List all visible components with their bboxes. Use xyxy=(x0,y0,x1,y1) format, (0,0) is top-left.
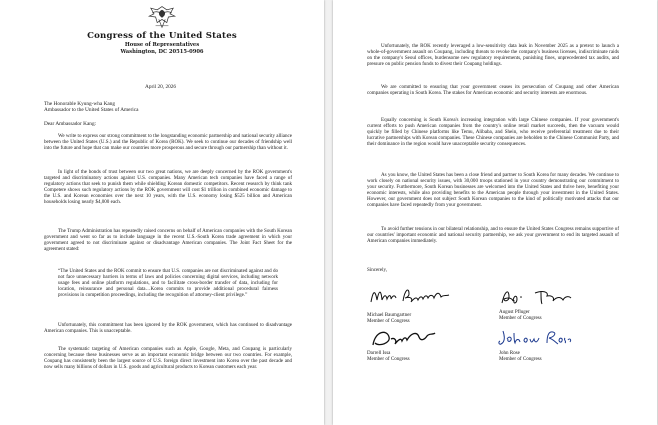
signer-block xyxy=(367,312,411,324)
signer-block xyxy=(499,350,542,362)
signer-title: Member of Congress xyxy=(499,356,542,363)
signature-baumgartner xyxy=(369,285,451,307)
signer-title: Member of Congress xyxy=(367,356,410,363)
signer-name: Darrell Issa xyxy=(367,350,391,356)
body-paragraph: Unfortunately, this commitment has been ignored by the ROK government, which has continued to disadvantage American companies. This is unacceptable. xyxy=(44,322,292,334)
body-paragraph: In light of the bonds of trust between our two great nations, we are deeply concerned by the ROK government's targeted and discriminatory actions against U.S. companies. Many American tech companies have faced a range of regulatory actions that seek to punish them while shielding Korean domestic competitors. Recent research by think tank Competere shows such regulatory actions by the ROK government will cost $1 trillion in combined economic damage to the U.S. and Korean economies over the next 10 years, with the U.S. economy losing $525 billion and American households losing nearly $4,000 each. xyxy=(44,169,292,205)
letter-page-1 xyxy=(0,0,324,425)
letterhead-house: House of Representatives xyxy=(124,42,200,48)
recipient-title: Ambassador to the United States of America xyxy=(44,107,139,114)
signature-rose xyxy=(497,327,573,347)
letterhead-title: Congress of the United States xyxy=(87,31,237,41)
closing: Sincerely, xyxy=(367,267,387,273)
body-paragraph: As you know, the United States has been a close friend and partner to South Korea for many decades. We continue to work closely on national security issues, with 30,000 troops stationed in your country demonstrating our commitment to your security. Furthermore, South Korean businesses are welcomed into the United States and thrive here, benefiting your economic interests, while also providing benefits to the American people through your investment in the United States. However, our government does not subject South Korean companies to the kind of politically motivated attacks that our companies have faced repeatedly from your government. xyxy=(367,172,619,208)
signer-title: Member of Congress xyxy=(499,315,542,322)
salutation: Dear Ambassador Kang: xyxy=(44,121,97,127)
body-paragraph: The Trump Administration has repeatedly raised concerns on behalf of American companies with the South Korean government and went so far as to include language in the recent U.S.-South Korea trade agreement in which your government agreed to not discriminate against or disadvantage American companies. The Joint Fact Sheet for the agreement stated: xyxy=(44,228,292,252)
signer-name: August Pfluger xyxy=(499,309,530,315)
signer-name: Michael Baumgartner xyxy=(367,312,412,318)
house-seal-icon xyxy=(146,3,178,31)
body-paragraph: Equally concerning is South Korea's increasing integration with large Chinese companies. If your government's current efforts to push American companies from the country's online retail market succeeds, then the vacuum would quickly be filled by Chinese platforms like Temu, Alibaba, and Shein, who receive preferential treatment due to their lucrative partnerships with Korean companies. These Chinese companies are beholden to the Chinese Communist Party, and their dominance in the region would have unacceptable security consequences. xyxy=(367,117,619,147)
quoted-paragraph: “The United States and the ROK commit to ensure that U.S. companies are not discriminated against and do not face unnecessary barriers in terms of laws and policies concerning digital services, including network usage fees and online platform regulations, and to facilitate cross-border transfer of data, including for location, reinsurance and personal data…Korea commits to provide additional procedural fairness provisions in competition proceedings, including the recognition of attorney-client privilege.” xyxy=(58,268,278,298)
body-paragraph: The systematic targeting of American companies such as Apple, Google, Meta, and Coupang is particularly concerning because these businesses serve as an important economic bridge between our two countries. For example, Coupang has consistently been the largest source of U.S. foreign direct investment into Korea over the past decade and now sells many billions of dollars in U.S. goods and agricultural products to Korean customers each year. xyxy=(44,346,292,370)
signature-pfluger xyxy=(499,287,575,307)
body-paragraph: To avoid further tensions in our bilateral relationship, and to ensure the United States Congress remains supportive of our countries' important economic and national security partnership, we ask your government to end its targeted assault of American companies immediately. xyxy=(367,226,619,244)
recipient-name: The Honorable Kyung-wha Kang xyxy=(44,101,116,107)
letterhead-city: Washington, DC 20515-0906 xyxy=(120,48,204,55)
recipient-block xyxy=(44,101,138,113)
signer-name: John Rose xyxy=(499,350,520,356)
body-paragraph: We are committed to ensuring that your government ceases its persecution of Coupang and other American companies operating in South Korea. The stakes for American economic and security interests are enormous. xyxy=(367,84,619,96)
signer-block xyxy=(367,350,410,362)
body-paragraph: We write to express our strong commitment to the longstanding economic partnership and national security alliance between the United States (U.S.) and the Republic of Korea (ROK). We seek to continue our decades of friendship well into the future and hope that can make our countries more prosperous and secure through our partnership than without it. xyxy=(44,133,292,151)
letter-page-2 xyxy=(333,0,657,425)
body-paragraph: Unfortunately, the ROK recently leveraged a low-sensitivity data leak in November 2025 as a pretext to launch a whole-of-government assault on Coupang, including threats to revoke the company's business licenses, indiscriminate raids on the company's Seoul offices, burdensome new regulatory requirements, punishing fines, unprecedented tax audits, and pressure on public pension funds to divest their Coupang holdings. xyxy=(367,43,619,67)
letter-date: April 20, 2026 xyxy=(145,84,177,90)
signer-block xyxy=(499,309,542,321)
signer-title: Member of Congress xyxy=(367,318,410,325)
signature-issa xyxy=(369,327,441,349)
